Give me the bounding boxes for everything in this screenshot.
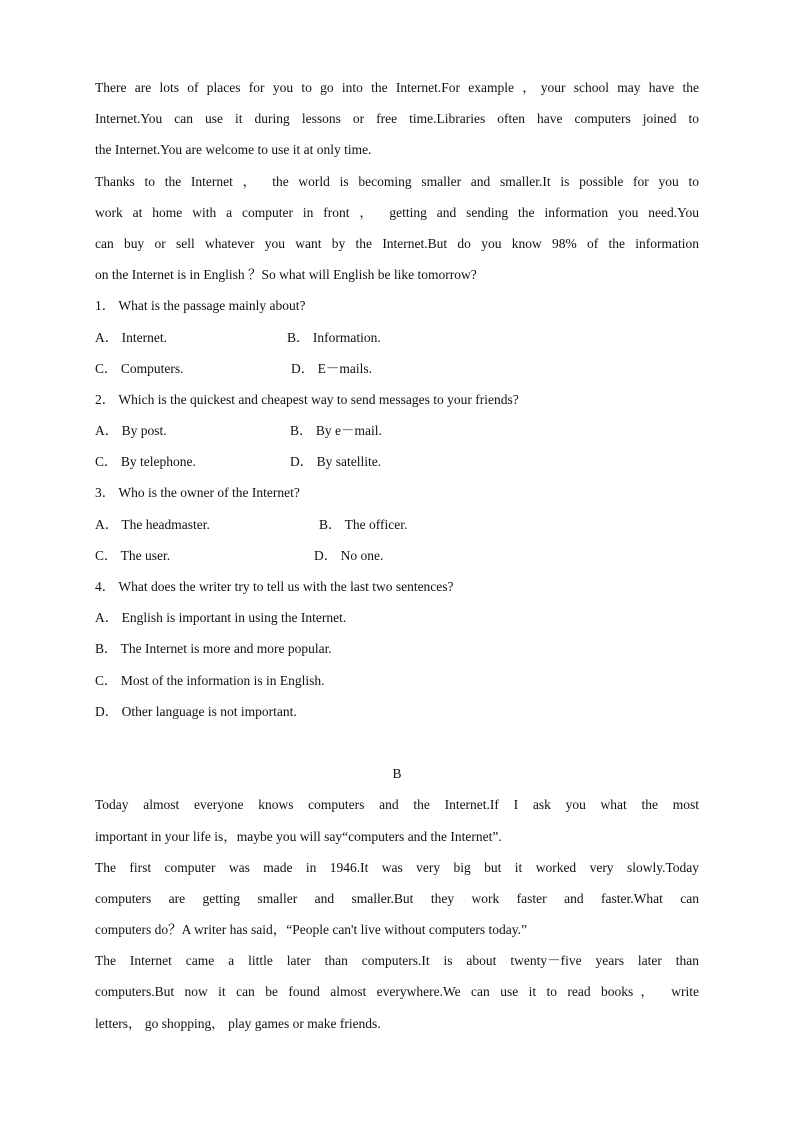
option-row xyxy=(95,415,699,446)
question-4 xyxy=(95,571,699,727)
passage-b xyxy=(95,758,699,1039)
option-row xyxy=(95,446,699,477)
option-d: D． No one. xyxy=(314,547,384,563)
option-d: D． Other language is not important. xyxy=(95,703,297,719)
passage-b-line: The Internet came a little later than computers.It is about twenty－five years later than xyxy=(95,953,699,969)
option-c: C． Most of the information is in English. xyxy=(95,672,325,688)
passage-a-line: Thanks to the Internet ， the world is becoming smaller and smaller.It is possible for you to xyxy=(95,173,699,189)
question-1 xyxy=(95,290,699,384)
question-stem: 3． Who is the owner of the Internet? xyxy=(95,485,300,501)
option-row xyxy=(95,540,699,571)
section-heading: B xyxy=(392,766,402,782)
passage-a-line: work at home with a computer in front ， getting and sending the information you need.You xyxy=(95,204,699,220)
option-d: D． E－mails. xyxy=(291,360,372,376)
passage-b-line: The first computer was made in 1946.It was very big but it worked very slowly.Today xyxy=(95,859,699,875)
option-row xyxy=(95,322,699,353)
option-d: D． By satellite. xyxy=(290,454,382,470)
option-c: C． By telephone. xyxy=(95,454,196,470)
passage-a xyxy=(95,72,699,290)
option-b: B． The officer. xyxy=(319,516,408,532)
option-a: A． Internet. xyxy=(95,329,167,345)
option-row xyxy=(95,353,699,384)
option-row xyxy=(95,509,699,540)
passage-a-line: Internet.You can use it during lessons or free time.Libraries often have computers joined to xyxy=(95,111,699,127)
section-spacer xyxy=(95,727,699,758)
option-c: C． The user. xyxy=(95,547,171,563)
question-stem: 1． What is the passage mainly about? xyxy=(95,298,306,314)
passage-a-line: the Internet.You are welcome to use it at only time. xyxy=(95,142,372,158)
option-a: A． English is important in using the Internet. xyxy=(95,610,347,626)
passage-b-line: computers are getting smaller and smaller.But they work faster and faster.What can xyxy=(95,890,699,906)
option-b: B． The Internet is more and more popular. xyxy=(95,641,332,657)
passage-b-line: computers do？A writer has said，“People can't live without computers today.” xyxy=(95,922,527,938)
option-a: A． By post. xyxy=(95,423,167,439)
document-page xyxy=(95,72,699,1039)
question-stem: 2． Which is the quickest and cheapest way to send messages to your friends? xyxy=(95,391,519,407)
passage-b-line: computers.But now it can be found almost everywhere.We can use it to read books， write xyxy=(95,984,699,1000)
option-b: B． Information. xyxy=(287,329,381,345)
question-2 xyxy=(95,384,699,478)
option-a: A． The headmaster. xyxy=(95,516,210,532)
question-stem: 4． What does the writer try to tell us with the last two sentences? xyxy=(95,579,454,594)
passage-a-line: There are lots of places for you to go into the Internet.For example ，your school may have the xyxy=(95,80,699,95)
passage-b-line: Today almost everyone knows computers and the Internet.If I ask you what the most xyxy=(95,797,699,813)
question-3 xyxy=(95,477,699,571)
passage-a-line: can buy or sell whatever you want by the Internet.But do you know 98% of the information xyxy=(95,235,699,251)
passage-b-line: letters， go shopping， play games or make friends. xyxy=(95,1015,381,1031)
option-b: B． By e－mail. xyxy=(290,423,382,439)
passage-b-line: important in your life is，maybe you will say“computers and the Internet”. xyxy=(95,828,502,844)
option-c: C． Computers. xyxy=(95,360,184,376)
passage-a-line: on the Internet is in English ？So what will English be like tomorrow? xyxy=(95,267,477,283)
